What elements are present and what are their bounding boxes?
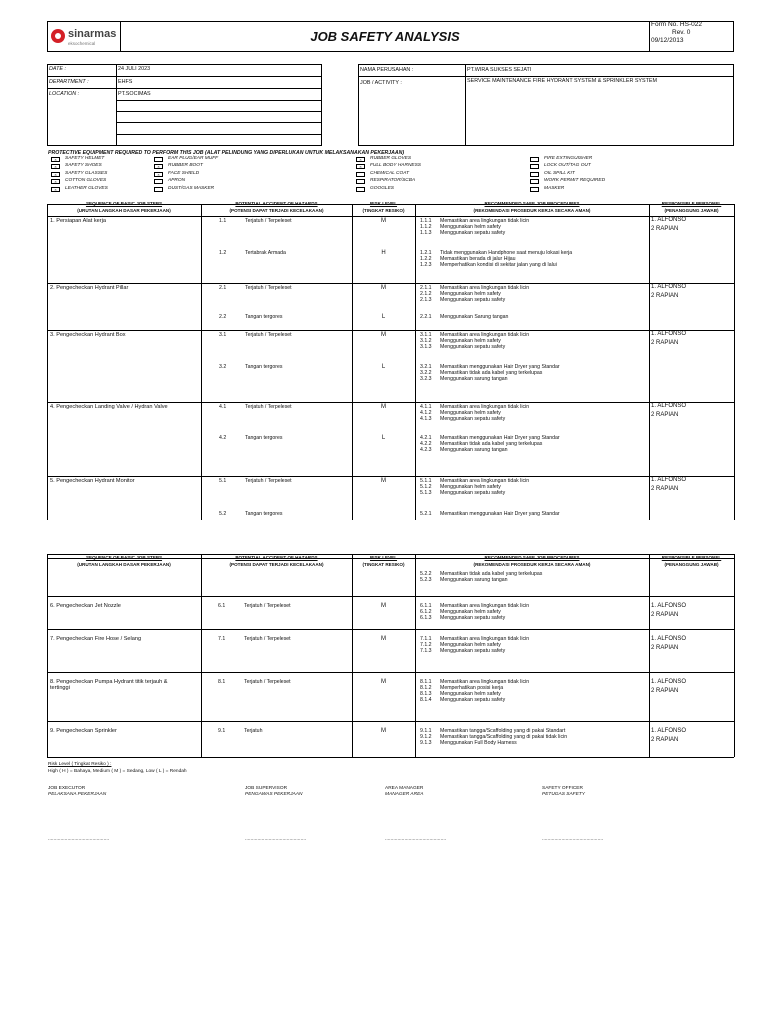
risk-level: M [381, 218, 386, 224]
procedure-text: Menggunakan helm safety [440, 338, 501, 345]
job-step: 1. Persiapan Alat kerja [50, 218, 106, 224]
procedure-number: 3.2.3 [420, 376, 432, 383]
procedure-text: Memastikan menggunakan Hair Dryer yang Standar [440, 511, 560, 517]
column-header-sub: (TINGKAT RESIKO) [362, 562, 405, 567]
risk-level: H [381, 250, 386, 256]
hazard-number: 5.2 [219, 511, 227, 517]
responsible-person: 2 RAPIAN [651, 644, 679, 651]
row-divider [47, 402, 734, 403]
ppe-checkbox[interactable] [530, 164, 539, 169]
row-divider [47, 721, 734, 722]
procedure-text: Memastikan area lingkungan tidak licin [440, 218, 530, 224]
signature-role: SAFETY OFFICER [542, 786, 583, 791]
procedure-text: Menggunakan helm safety [440, 642, 501, 649]
procedure-number: 9.1.1 [420, 728, 432, 734]
procedure-number: 4.1.1 [420, 404, 432, 410]
ppe-checkbox[interactable] [154, 187, 163, 192]
ppe-label: FACE SHIELD [168, 170, 200, 176]
procedure-number: 8.1.1 [420, 679, 432, 685]
procedure-number: 6.1.2 [420, 609, 432, 616]
procedure-text: Menggunakan sarung tangan [440, 447, 508, 454]
ppe-label: CHEMICAL COAT [370, 170, 410, 176]
responsible-person: 1. ALFONSO [651, 331, 687, 337]
row-divider [47, 596, 734, 597]
ppe-checkbox[interactable]: × [51, 179, 60, 184]
signature-role-local: PETUGAS SAFETY [542, 792, 585, 797]
risk-level: M [381, 332, 386, 338]
form-no: Form No. HS-022 [651, 21, 702, 28]
job-step: 8. Pengecheckan Pumpa Hydrant titik terjauh & [50, 679, 168, 685]
risk-level: M [381, 285, 386, 291]
procedure-number: 3.1.3 [420, 344, 432, 351]
row-divider [47, 757, 734, 758]
row-divider [47, 330, 734, 331]
column-divider [352, 554, 353, 757]
procedure-text: Memastikan area lingkungan tidak licin [440, 332, 530, 338]
procedure-text: Memastikan area lingkungan tidak licin [440, 285, 530, 291]
risk-legend-text: High ( H ) = Bahaya, Medium ( M ) = Sedang, Low ( L ) = Rendah [48, 769, 187, 774]
ppe-checkbox[interactable] [356, 172, 365, 177]
procedure-text: Menggunakan helm safety [440, 691, 501, 698]
procedure-number: 1.1.2 [420, 224, 432, 231]
procedure-number: 4.2.2 [420, 441, 432, 448]
hazard-text: Terjatuh / Terpeleset [244, 679, 291, 685]
column-header: POTENTIAL ACCIDENT OF HAZARDS [235, 201, 318, 206]
responsible-person: 2 RAPIAN [651, 225, 679, 232]
column-header: SEQUENCE OF BASIC JOB STEPS [85, 201, 163, 206]
hazard-text: Terjatuh / Terpeleset [245, 332, 292, 338]
job-step-cont: tertinggi [50, 685, 70, 691]
job-step: 3. Pengecheckan Hydrant Box [50, 332, 126, 338]
form-rev: Rev. 0 [672, 29, 691, 36]
responsible-person: 1. ALFONSO [651, 284, 687, 290]
location-label: LOCATION : [49, 91, 80, 97]
hazard-text: Tertabrak Armada [245, 250, 286, 256]
brand-sub: eksochemical [68, 41, 96, 46]
hazard-text: Tangan tergores [245, 435, 283, 441]
column-header-sub: (PENANGGUNG JAWAB) [664, 208, 719, 213]
hazard-number: 4.2 [219, 435, 227, 441]
procedure-number: 3.1.2 [420, 338, 432, 345]
ppe-checkbox[interactable] [530, 179, 539, 184]
risk-level: M [381, 478, 386, 484]
ppe-checkbox[interactable] [530, 187, 539, 192]
hazard-number: 4.1 [219, 404, 227, 410]
ppe-label: GOOGLES [370, 185, 394, 191]
ppe-checkbox[interactable]: × [356, 157, 365, 162]
procedure-text: Memastikan tidak ada kabel yang terkelupas [440, 370, 543, 377]
job-step: 7. Pengecheckan Fire Hose / Selang [50, 636, 142, 642]
procedure-number: 9.1.3 [420, 740, 432, 747]
hazard-text: Tangan tergores [245, 314, 283, 320]
signature-role-local: PENGAWAS PEKERJAAN [245, 792, 303, 797]
hazard-text: Tangan tergores [245, 511, 283, 517]
ppe-label: LEATHER GLOVES [65, 185, 108, 191]
procedure-text: Menggunakan helm safety [440, 484, 501, 491]
procedure-number: 2.2.1 [420, 314, 432, 320]
responsible-person: 1. ALFONSO [651, 603, 687, 609]
column-header-sub: (PENANGGUNG JAWAB) [664, 562, 719, 567]
ppe-checkbox[interactable] [356, 179, 365, 184]
procedure-text: Menggunakan sepatu safety [440, 344, 506, 351]
column-header-sub: (POTENSI DAPAT TERJADI KECELAKAAN) [229, 562, 324, 567]
date-value: 24 JULI 2023 [118, 66, 151, 72]
procedure-number: 4.1.2 [420, 410, 432, 417]
responsible-person: 1. ALFONSO [651, 217, 687, 223]
job-step: 9. Pengecheckan Sprinkler [50, 728, 117, 734]
column-divider [734, 554, 735, 757]
procedure-text: Menggunakan sarung tangan [440, 577, 508, 584]
column-divider [47, 204, 48, 520]
hazard-number: 1.2 [219, 250, 227, 256]
ppe-label: SAFETY HELMET [65, 156, 105, 161]
procedure-text: Memastikan area lingkungan tidak licin [440, 679, 530, 685]
ppe-checkbox[interactable]: × [51, 164, 60, 169]
ppe-checkbox[interactable]: × [154, 172, 163, 177]
signature-line: ............................................ [48, 836, 110, 842]
risk-legend-title: Risk Level ( Tingkat Resiko ) : [48, 762, 112, 767]
department-value: EHFS [118, 79, 133, 85]
procedure-number: 7.1.3 [420, 648, 432, 655]
responsible-person: 2 RAPIAN [651, 485, 679, 492]
row-divider [47, 216, 734, 217]
responsible-person: 2 RAPIAN [651, 292, 679, 299]
form-date: 09/12/2013 [651, 37, 684, 44]
procedure-text: Memastikan tangga/Scaffolding yang di pakai Standart [440, 728, 566, 734]
department-label: DEPARTMENT : [49, 79, 89, 85]
procedure-text: Memastikan menggunakan Hair Dryer yang Standar [440, 364, 560, 370]
risk-level: M [381, 679, 386, 685]
signature-role: JOB EXECUTOR [48, 786, 86, 791]
row-divider [47, 672, 734, 673]
procedure-number: 1.2.2 [420, 256, 432, 263]
hazard-number: 3.1 [219, 332, 227, 338]
responsible-person: 2 RAPIAN [651, 339, 679, 346]
hazard-text: Terjatuh / Terpeleset [244, 636, 291, 642]
ppe-checkbox[interactable]: × [51, 157, 60, 162]
responsible-person: 2 RAPIAN [651, 411, 679, 418]
procedure-number: 2.1.1 [420, 285, 432, 291]
ppe-label: FULL BODY HARNESS [370, 163, 422, 169]
procedure-text: Memperhatikan posisi kerja [440, 685, 504, 692]
responsible-person: 1. ALFONSO [651, 679, 687, 685]
signature-role-local: MANAGER AREA [385, 792, 424, 797]
hazard-number: 1.1 [219, 218, 227, 224]
responsible-person: 1. ALFONSO [651, 728, 687, 734]
ppe-checkbox[interactable] [154, 179, 163, 184]
column-header: SEQUENCE OF BASIC JOB STEPS [85, 555, 163, 560]
risk-level: L [381, 435, 386, 441]
procedure-number: 7.1.2 [420, 642, 432, 649]
risk-level: L [381, 314, 386, 320]
signature-role-local: PELAKSANA PEKERJAAN [48, 792, 107, 797]
procedure-number: 1.1.1 [420, 218, 432, 224]
procedure-text: Memastikan berada di jalur Hijau [440, 256, 516, 263]
procedure-text: Memastikan menggunakan Hair Dryer yang Standar [440, 435, 560, 441]
column-divider [47, 554, 48, 757]
procedure-number: 4.2.3 [420, 447, 432, 454]
procedure-text: Menggunakan sepatu safety [440, 648, 506, 655]
ppe-checkbox[interactable]: × [51, 187, 60, 192]
responsible-person: 1. ALFONSO [651, 403, 687, 409]
procedure-text: Memastikan tidak ada kabel yang terkelupas [440, 571, 543, 577]
job-value: SERVICE MAINTENANCE FIRE HYDRANT SYSTEM & SPRINKLER SYSTEM [467, 78, 658, 84]
column-header: POTENTIAL ACCIDENT OF HAZARDS [235, 555, 318, 560]
risk-level: L [381, 364, 386, 370]
job-step: 4. Pengecheckan Landing Valve / Hydran Valve [50, 404, 168, 410]
procedure-number: 4.1.3 [420, 416, 432, 423]
column-divider [734, 204, 735, 520]
procedure-number: 6.1.1 [420, 603, 432, 609]
responsible-person: 2 RAPIAN [651, 611, 679, 618]
date-label: DATE : [49, 66, 66, 72]
logo-icon-inner [55, 33, 61, 39]
hazard-number: 7.1 [218, 636, 226, 642]
procedure-number: 8.1.4 [420, 697, 432, 704]
ppe-label: RESPIRATOR/SCBA [370, 178, 416, 184]
job-step: 5. Pengecheckan Hydrant Monitor [50, 478, 135, 484]
hazard-text: Terjatuh / Terpeleset [245, 218, 292, 224]
signature-line: ............................................ [385, 836, 447, 842]
risk-level: M [381, 636, 386, 642]
ppe-label: SAFETY SHOES [65, 163, 102, 169]
ppe-label: DUST/GAS MASKER [168, 185, 215, 191]
column-divider [201, 554, 202, 757]
column-header-sub: (REKOMENDASI PROSEDUR KERJA SECARA AMAN) [473, 562, 591, 567]
ppe-label: WORK PERMIT REQUIRED [544, 178, 606, 184]
column-divider [415, 554, 416, 757]
ppe-heading: PROTECTIVE EQUIPMENT REQUIRED TO PERFORM THIS JOB (ALAT PELINDUNG YANG DIPERLUKAN UNTUK MELAKSANAKAN PEKERJAAN) [48, 150, 405, 156]
procedure-text: Menggunakan Full Body Harness [440, 740, 517, 747]
ppe-label: LOCK OUT/TAG OUT [544, 163, 591, 169]
ppe-label: OIL SPILL KIT [544, 170, 575, 176]
procedure-number: 1.2.1 [420, 250, 432, 256]
ppe-label: COTTON GLOVES [65, 178, 107, 184]
ppe-label: RUBBER GLOVES [370, 156, 412, 161]
procedure-number: 3.2.2 [420, 370, 432, 377]
responsible-person: 1. ALFONSO [651, 477, 687, 483]
risk-level: M [381, 603, 386, 609]
procedure-number: 2.1.2 [420, 291, 432, 298]
hazard-number: 8.1 [218, 679, 226, 685]
procedure-text: Memastikan area lingkungan tidak licin [440, 478, 530, 484]
column-divider [649, 554, 650, 757]
responsible-person: 2 RAPIAN [651, 736, 679, 743]
page-title: JOB SAFETY ANALYSIS [310, 29, 460, 44]
hazard-text: Terjatuh [244, 728, 263, 734]
column-header-sub: (URUTAN LANGKAH DASAR PEKERJAAN) [77, 208, 171, 213]
procedure-number: 9.1.2 [420, 734, 432, 741]
procedure-number: 1.2.3 [420, 262, 432, 269]
column-header: RESPONSIBLE PERSONEL [661, 201, 722, 206]
procedure-text: Menggunakan sarung tangan [440, 376, 508, 383]
procedure-number: 2.1.3 [420, 297, 432, 304]
procedure-number: 5.2.2 [420, 571, 432, 577]
ppe-checkbox[interactable] [154, 157, 163, 162]
column-header: RISK LEVEL [369, 201, 398, 206]
row-divider [47, 629, 734, 630]
column-divider [415, 204, 416, 520]
brand-name: sinarmas [68, 28, 117, 40]
row-divider [47, 283, 734, 284]
job-label: JOB / ACTIVITY : [360, 80, 402, 86]
ppe-checkbox[interactable] [530, 172, 539, 177]
procedure-number: 5.1.2 [420, 484, 432, 491]
ppe-label: APRON [168, 178, 186, 184]
responsible-person: 2 RAPIAN [651, 687, 679, 694]
column-header: RECOMMENDED SAFE JOB PROCEDURES [484, 555, 580, 560]
column-divider [201, 204, 202, 520]
procedure-text: Memastikan tidak ada kabel yang terkelupas [440, 441, 543, 448]
procedure-number: 3.2.1 [420, 364, 432, 370]
location-value: PT.SOCIMAS [118, 91, 151, 97]
signature-line: ............................................ [245, 836, 307, 842]
hazard-number: 3.2 [219, 364, 227, 370]
column-header-sub: (POTENSI DAPAT TERJADI KECELAKAAN) [229, 208, 324, 213]
ppe-label: EAR PLUG/EAR MUFF [168, 156, 219, 161]
hazard-number: 5.1 [219, 478, 227, 484]
column-header-sub: (TINGKAT RESIKO) [362, 208, 405, 213]
column-header-sub: (URUTAN LANGKAH DASAR PEKERJAAN) [77, 562, 171, 567]
hazard-text: Terjatuh / Terpeleset [244, 603, 291, 609]
procedure-number: 1.1.3 [420, 230, 432, 237]
column-header: RESPONSIBLE PERSONEL [661, 555, 722, 560]
procedure-text: Menggunakan sepatu safety [440, 490, 506, 497]
procedure-text: Memastikan area lingkungan tidak licin [440, 636, 530, 642]
signature-role: AREA MANAGER [385, 786, 424, 791]
procedure-number: 6.1.3 [420, 615, 432, 622]
hazard-number: 2.2 [219, 314, 227, 320]
procedure-text: Memastikan area lingkungan tidak licin [440, 404, 530, 410]
procedure-text: Tidak menggunakan Handphone saat menuju lokasi kerja [440, 250, 573, 256]
procedure-number: 8.1.2 [420, 685, 432, 692]
procedure-number: 8.1.3 [420, 691, 432, 698]
procedure-text: Menggunakan Sarung tangan [440, 314, 509, 320]
hazard-number: 6.1 [218, 603, 226, 609]
procedure-text: Menggunakan sepatu safety [440, 230, 506, 237]
column-header: RISK LEVEL [369, 555, 398, 560]
procedure-number: 5.1.3 [420, 490, 432, 497]
procedure-text: Menggunakan sepatu safety [440, 697, 506, 704]
ppe-checkbox[interactable] [356, 187, 365, 192]
procedure-text: Menggunakan sepatu safety [440, 416, 506, 423]
procedure-text: Memperhatikan kondisi di sekitar jalan yang di lalui [440, 262, 557, 269]
company-label: NAMA PERUSAHAN : [360, 67, 414, 73]
hazard-text: Terjatuh / Terpeleset [245, 478, 292, 484]
responsible-person: 1. ALFONSO [651, 636, 687, 642]
risk-level: M [381, 728, 386, 734]
signature-role: JOB SUPERVISOR [245, 786, 288, 791]
signature-line: ............................................ [542, 836, 604, 842]
procedure-number: 3.1.1 [420, 332, 432, 338]
column-header-sub: (REKOMENDASI PROSEDUR KERJA SECARA AMAN) [473, 208, 591, 213]
procedure-text: Menggunakan helm safety [440, 410, 501, 417]
ppe-checkbox[interactable]: × [51, 172, 60, 177]
hazard-number: 2.1 [219, 285, 227, 291]
procedure-text: Memastikan area lingkungan tidak licin [440, 603, 530, 609]
procedure-text: Menggunakan sepatu safety [440, 297, 506, 304]
hazard-text: Terjatuh / Terpeleset [245, 285, 292, 291]
ppe-label: FIRE EXTINGUISHER [544, 156, 593, 161]
procedure-text: Menggunakan helm safety [440, 609, 501, 616]
job-step: 6. Pengecheckan Jet Nozzle [50, 603, 121, 609]
hazard-text: Terjatuh / Terpeleset [245, 404, 292, 410]
procedure-text: Menggunakan helm safety [440, 224, 501, 231]
hazard-number: 9.1 [218, 728, 226, 734]
risk-level: M [381, 404, 386, 410]
procedure-number: 5.2.1 [420, 511, 432, 517]
column-divider [649, 204, 650, 520]
procedure-number: 5.2.3 [420, 577, 432, 584]
row-divider [47, 476, 734, 477]
company-value: PT.WIRA SUKSES SEJATI [467, 67, 532, 73]
ppe-label: MASKER [544, 185, 565, 191]
hazard-text: Tangan tergores [245, 364, 283, 370]
ppe-checkbox[interactable]: × [356, 164, 365, 169]
procedure-number: 4.2.1 [420, 435, 432, 441]
ppe-checkbox[interactable] [530, 157, 539, 162]
ppe-checkbox[interactable]: × [154, 164, 163, 169]
procedure-text: Menggunakan helm safety [440, 291, 501, 298]
column-header: RECOMMENDED SAFE JOB PROCEDURES [484, 201, 580, 206]
procedure-text: Memastikan tangga/Scaffolding yang di pakai tidak licin [440, 734, 568, 741]
ppe-label: SAFETY GLASSES [65, 170, 108, 176]
job-step: 2. Pengecheckan Hydrant Pillar [50, 285, 129, 291]
procedure-text: Menggunakan sepatu safety [440, 615, 506, 622]
procedure-number: 5.1.1 [420, 478, 432, 484]
procedure-number: 7.1.1 [420, 636, 432, 642]
ppe-label: RUBBER BOOT [168, 163, 203, 169]
